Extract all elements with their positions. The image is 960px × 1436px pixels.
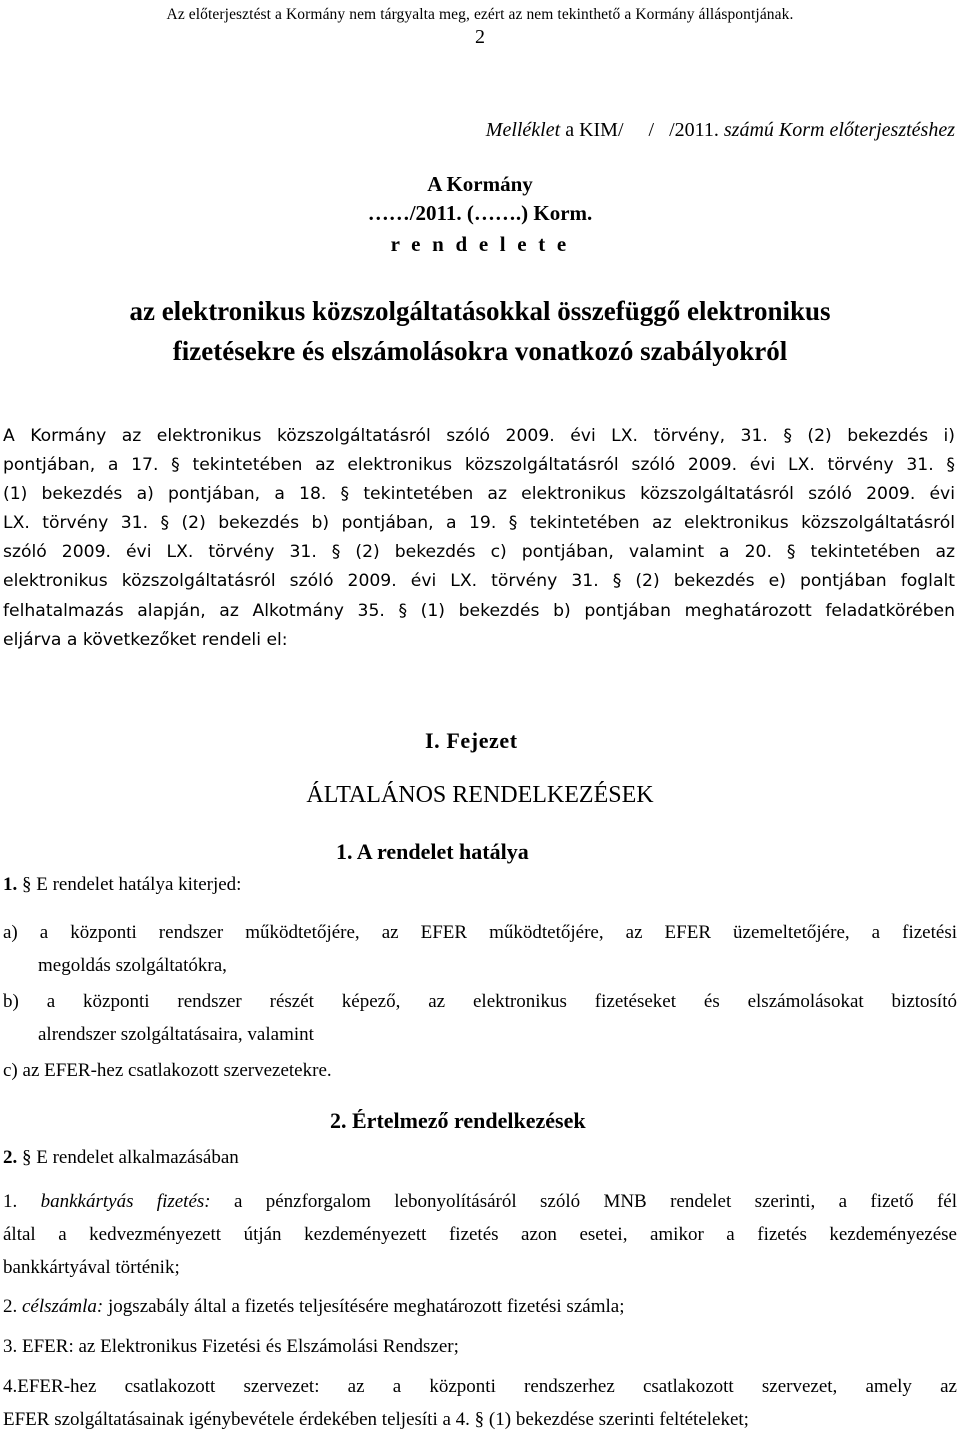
paragraph-2 (3, 1147, 239, 1169)
definition-1-line-3: bankkártyával történik; (3, 1257, 180, 1278)
preamble-line: felhatalmazás alapján, az Alkotmány 35. § (1) bekezdés b) pontjában meghatározott feladatkörében (3, 600, 955, 621)
annex-prefix: Melléklet (485, 119, 561, 141)
annex-suffix: számú Korm előterjesztéshez (723, 119, 955, 141)
definition-4-line-1: 4.EFER-hez csatlakozott szervezet: az a központi rendszerhez csatlakozott szervezet, amely az (3, 1376, 957, 1397)
preamble-line: pontjában, a 17. § tekintetében az elektronikus közszolgáltatásról szóló 2009. évi LX. törvény 31. § (3, 455, 955, 476)
definition-1-line-1 (3, 1185, 957, 1218)
annex-reference (486, 119, 955, 142)
item-b (3, 985, 957, 1051)
preamble-line: elektronikus közszolgáltatásról szóló 2009. évi LX. törvény 31. § (2) bekezdés e) pontjában foglalt (3, 571, 955, 592)
chapter-number: I. Fejezet (425, 728, 518, 753)
preamble-line: szóló 2009. évi LX. törvény 31. § (2) bekezdés c) pontjában, valamint a 20. § tekintetében az (3, 542, 955, 563)
preamble-line: eljárva a következőket rendeli el: (3, 629, 288, 650)
decree-title-line-1: az elektronikus közszolgáltatásokkal összefüggő elektronikus (129, 296, 831, 326)
definition-2 (3, 1290, 957, 1323)
paragraph-1-text: § E rendelet hatálya kiterjed: (17, 874, 242, 895)
section-1-title: 1. A rendelet hatálya (336, 839, 529, 864)
decree-number: ……/2011. (…….) Korm. (367, 201, 593, 225)
definition-3 (3, 1330, 957, 1363)
item-b-line-1: b) a központi rendszer részét képező, az elektronikus fizetéseket és elszámolásokat biztosító (3, 991, 957, 1012)
paragraph-2-number: 2. (3, 1147, 18, 1168)
definition-1-number: 1. (3, 1191, 41, 1212)
paragraph-1 (3, 874, 241, 896)
definition-2-number: 2. (3, 1296, 22, 1317)
definition-4 (3, 1370, 957, 1436)
page-number: 2 (475, 26, 485, 48)
definition-1-text: a pénzforgalom lebonyolításáról szóló MNB rendelet szerinti, a fizető fél (210, 1191, 958, 1212)
definition-1-term: bankkártyás fizetés: (40, 1191, 211, 1212)
section-2-title: 2. Értelmező rendelkezések (330, 1108, 586, 1133)
paragraph-2-text: § E rendelet alkalmazásában (17, 1147, 239, 1168)
item-a-line-1: a) a központi rendszer működtetőjére, az EFER működtetőjére, az EFER üzemeltetőjére, a fizetési (3, 922, 957, 943)
decree-title-line-2: fizetésekre és elszámolásokra vonatkozó szabályokról (172, 336, 788, 366)
definition-3-text: 3. EFER: az Elektronikus Fizetési és Elszámolási Rendszer; (3, 1336, 459, 1357)
header-notice: Az előterjesztést a Kormány nem tárgyalta meg, ezért az nem tekinthető a Kormány álláspontjának. (166, 6, 794, 23)
decree-type: r e n d e l e t e (390, 232, 570, 256)
preamble-line: (1) bekezdés a) pontjában, a 18. § tekintetében az elektronikus közszolgáltatásról szóló 2009. évi (3, 484, 955, 505)
preamble-line: LX. törvény 31. § (2) bekezdés b) pontjában, a 19. § tekintetében az elektronikus közszolgáltatásról (3, 513, 955, 534)
preamble-line: A Kormány az elektronikus közszolgáltatásról szóló 2009. évi LX. törvény, 31. § (2) bekezdés i) (3, 426, 955, 446)
decree-issuer: A Kormány (427, 172, 533, 196)
definition-2-text: jogszabály által a fizetés teljesítésére meghatározott fizetési számla; (103, 1296, 625, 1317)
definition-1 (3, 1185, 957, 1284)
annex-middle: a KIM/ / /2011. (560, 119, 724, 141)
definition-4-line-2: EFER szolgáltatásainak igénybevétele érdekében teljesíti a 4. § (1) bekezdése szerinti feltételeket; (3, 1409, 749, 1430)
item-a (3, 916, 957, 982)
definition-1-line-2: által a kedvezményezett útján kezdeményezett fizetés azon esetei, amikor a fizetés kezdeményezése (3, 1224, 957, 1245)
item-a-line-2: megoldás szolgáltatókra, (38, 955, 227, 976)
item-c-line-1: c) az EFER-hez csatlakozott szervezetekre. (3, 1060, 332, 1081)
definition-2-term: célszámla: (22, 1296, 104, 1317)
preamble (3, 422, 955, 655)
item-b-line-2: alrendszer szolgáltatásaira, valamint (38, 1024, 314, 1045)
paragraph-1-number: 1. (3, 874, 18, 895)
item-c (3, 1054, 957, 1087)
chapter-title: ÁLTALÁNOS RENDELKEZÉSEK (306, 782, 654, 808)
